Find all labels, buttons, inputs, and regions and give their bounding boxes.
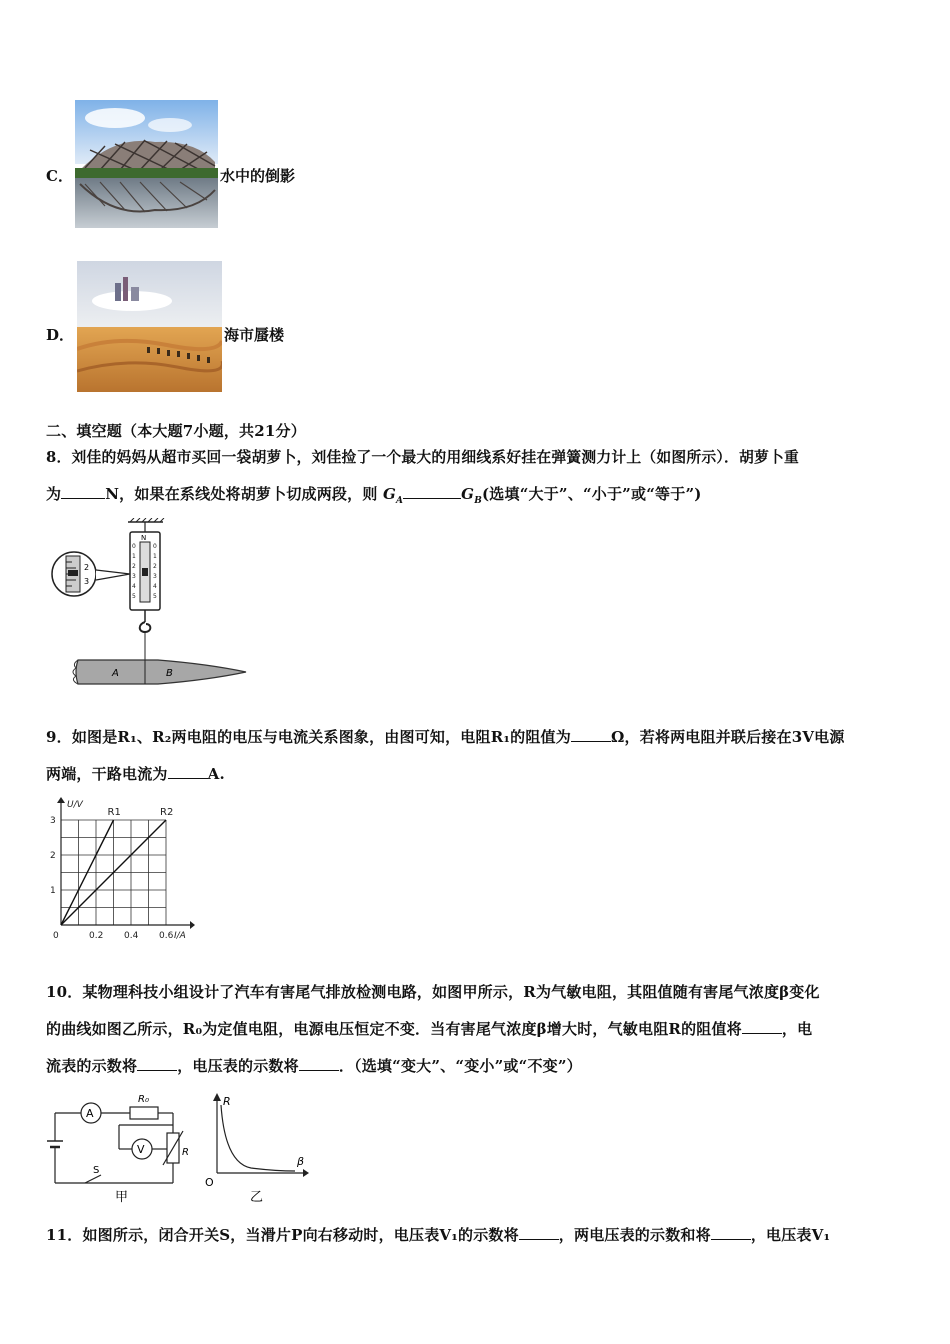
q8-line2 <box>46 483 702 506</box>
svg-text:B: B <box>166 668 173 679</box>
q8-text-c: (选填“大于”、“小于”或“等于”) <box>482 485 702 503</box>
svg-text:A: A <box>112 668 119 679</box>
q9-line2: 两端，干路电流为 A. <box>46 765 225 783</box>
svg-text:甲: 甲 <box>115 1190 129 1205</box>
birds-nest-reflection-image <box>75 100 218 228</box>
scale-left-3: 3 <box>132 573 136 580</box>
scale-left-4: 4 <box>132 583 136 590</box>
svg-text:V: V <box>137 1143 145 1156</box>
q10-line1: 10．某物理科技小组设计了汽车有害尾气排放检测电路，如图甲所示，R为气敏电阻，其阻值随有害尾气浓度β变化 <box>46 983 820 1001</box>
svg-text:乙: 乙 <box>250 1190 264 1205</box>
q8-spring-scale-figure <box>48 518 248 693</box>
x-tick-label: 0 <box>53 931 59 941</box>
q9-blank-current[interactable] <box>168 764 208 779</box>
q8-blank-compare[interactable] <box>403 484 461 499</box>
scale-left-5: 5 <box>132 593 136 600</box>
q9-line1: 9．如图是R₁、R₂两电阻的电压与电流关系图象，由图可知，电阻R₁的阻值为 Ω，若将两电阻并联后接在3V电源 <box>46 728 845 746</box>
svg-text:R: R <box>182 1147 189 1158</box>
scale-right-1: 1 <box>153 553 157 560</box>
q10-circuit-figure <box>45 1085 311 1207</box>
scale-left-1: 1 <box>132 553 136 560</box>
x-axis-arrow <box>190 921 195 929</box>
svg-text:A: A <box>86 1107 94 1120</box>
q10-blank-voltmeter[interactable] <box>299 1056 339 1071</box>
svg-text:β: β <box>297 1155 305 1168</box>
scale-right-4: 4 <box>153 583 157 590</box>
y-tick-label: 3 <box>50 816 56 826</box>
scale-left-0: 0 <box>132 543 136 550</box>
y-axis-label: U/V <box>67 800 83 810</box>
q8-line1: 8．刘佳的妈妈从超市买回一袋胡萝卜，刘佳捡了一个最大的用细线系好挂在弹簧测力计上（如图所示）．胡萝卜重 <box>46 449 799 466</box>
section-heading: 二、填空题（本大题7小题，共21分） <box>46 422 306 440</box>
y-axis-arrow <box>57 797 65 803</box>
scale-right-5: 5 <box>153 593 157 600</box>
x-axis-label: I/A <box>174 931 186 941</box>
option-d-caption: 海市蜃楼 <box>224 326 285 344</box>
series-label-r2: R2 <box>160 807 174 818</box>
q8-gb: $G_B$ <box>461 485 482 506</box>
desert-mirage-image <box>77 261 222 392</box>
y-tick-label: 1 <box>50 886 56 896</box>
q8-ga: $G_A$ <box>382 485 404 506</box>
svg-text:R₀: R₀ <box>138 1094 149 1105</box>
q8-text-b: N，如果在系线处将胡萝卜切成两段，则 <box>105 485 378 503</box>
q11-blank-sum[interactable] <box>711 1225 751 1240</box>
x-tick-label: 0.4 <box>124 931 139 941</box>
q10-blank-ammeter[interactable] <box>137 1056 177 1071</box>
svg-text:S: S <box>93 1165 100 1176</box>
svg-text:3: 3 <box>84 577 90 586</box>
option-c-letter: C． <box>46 167 73 185</box>
svg-text:R: R <box>223 1095 231 1108</box>
series-label-r1: R1 <box>107 807 121 818</box>
svg-text:N: N <box>141 534 147 542</box>
q9-blank-r1[interactable] <box>571 727 611 742</box>
scale-right-0: 0 <box>153 543 157 550</box>
q10-line3: 流表的示数将 ，电压表的示数将 ．（选填“变大”、“变小”或“不变”） <box>46 1057 582 1075</box>
x-tick-label: 0.2 <box>89 931 104 941</box>
svg-text:2: 2 <box>84 563 90 572</box>
q11-blank-v1[interactable] <box>519 1225 559 1240</box>
svg-text:O: O <box>205 1176 214 1189</box>
scale-left-2: 2 <box>132 563 136 570</box>
q8-text-a: 为 <box>46 485 62 503</box>
option-c-caption: 水中的倒影 <box>220 167 296 185</box>
q10-blank-r[interactable] <box>742 1019 782 1034</box>
scale-right-3: 3 <box>153 573 157 580</box>
y-tick-label: 2 <box>50 851 56 861</box>
q11-line1: 11．如图所示，闭合开关S，当滑片P向右移动时，电压表V₁的示数将 ，两电压表的示数和将 ，电压表V₁ <box>46 1226 831 1244</box>
option-d-letter: D． <box>46 326 75 344</box>
scale-right-2: 2 <box>153 563 157 570</box>
q9-ui-chart <box>45 795 195 945</box>
q8-blank-weight[interactable] <box>61 484 105 499</box>
x-tick-label: 0.6 <box>159 931 174 941</box>
q10-line2: 的曲线如图乙所示，R₀为定值电阻，电源电压恒定不变．当有害尾气浓度β增大时，气敏电阻R的阻值将 ，电 <box>46 1020 813 1038</box>
